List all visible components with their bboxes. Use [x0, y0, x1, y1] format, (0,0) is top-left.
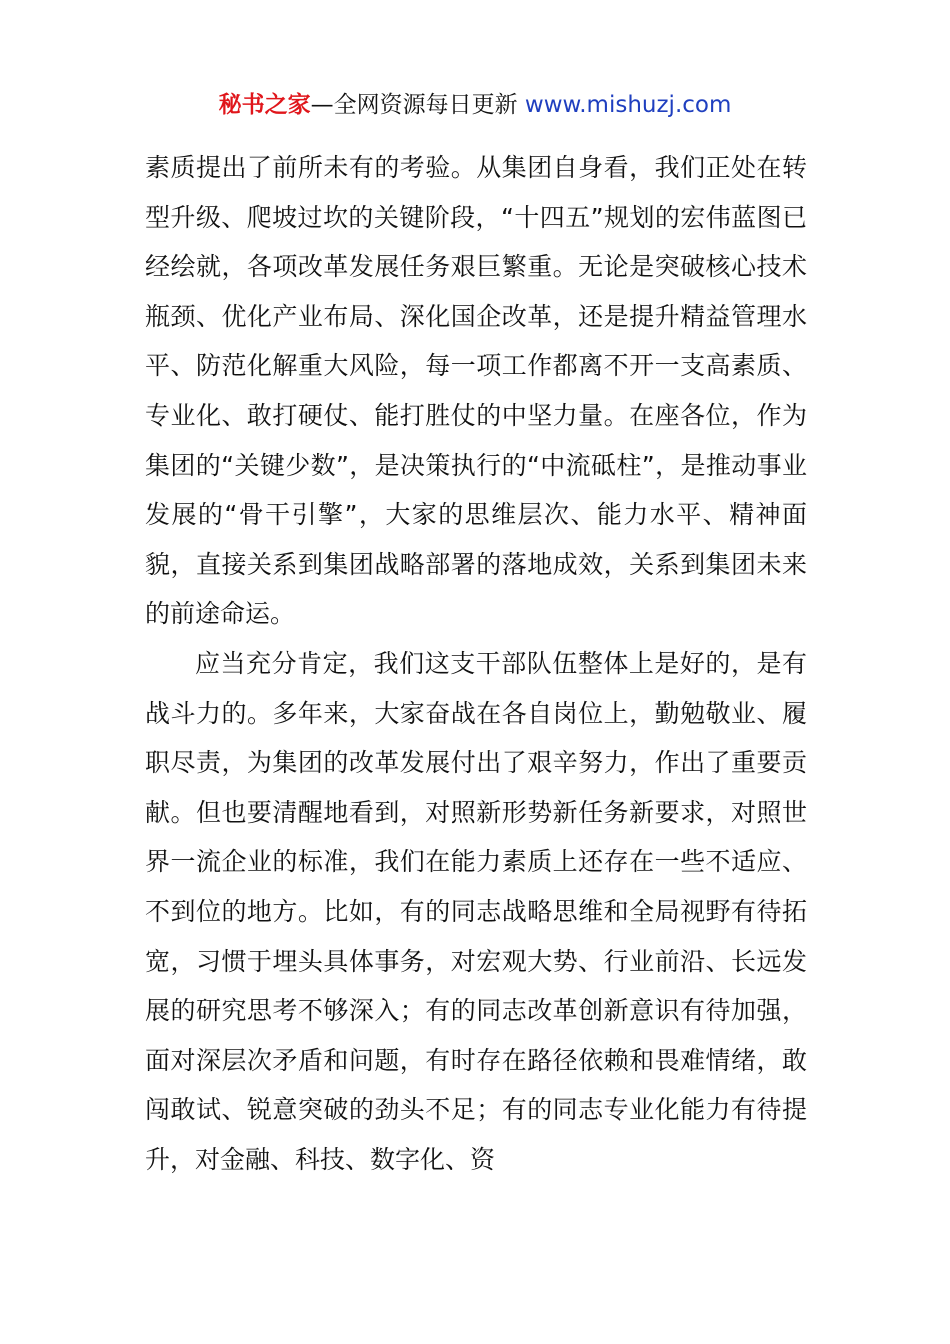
document-body	[145, 143, 807, 1184]
paragraph-continued: 素质提出了前所未有的考验。从集团自身看，我们正处在转型升级、爬坡过坎的关键阶段，“十四五”规划的宏伟蓝图已经绘就，各项改革发展任务艰巨繁重。无论是突破核心技术瓶颈、优化产业布局、深化国企改革，还是提升精益管理水平、防范化解重大风险，每一项工作都离不开一支高素质、专业化、敢打硬仗、能打胜仗的中坚力量。在座各位，作为集团的“关键少数”，是决策执行的“中流砥柱”，是推动事业发展的“骨干引擎”，大家的思维层次、能力水平、精神面貌，直接关系到集团战略部署的落地成效，关系到集团未来的前途命运。	[145, 153, 807, 629]
paragraph: 应当充分肯定，我们这支干部队伍整体上是好的，是有战斗力的。多年来，大家奋战在各自岗位上，勤勉敬业、履职尽责，为集团的改革发展付出了艰辛努力，作出了重要贡献。但也要清醒地看到，对照新形势新任务新要求，对照世界一流企业的标准，我们在能力素质上还存在一些不适应、不到位的地方。比如，有的同志战略思维和全局视野有待拓宽，习惯于埋头具体事务，对宏观大势、行业前沿、长远发展的研究思考不够深入；有的同志改革创新意识有待加强，面对深层次矛盾和问题，有时存在路径依赖和畏难情绪，敢闯敢试、锐意突破的劲头不足；有的同志专业化能力有待提升，对金融、科技、数字化、资	[145, 648, 807, 1174]
site-url-link[interactable]: www.mishuzj.com	[524, 92, 732, 118]
site-slogan: —全网资源每日更新	[310, 92, 525, 118]
site-brand: 秘书之家	[218, 92, 311, 118]
site-header	[0, 88, 950, 122]
